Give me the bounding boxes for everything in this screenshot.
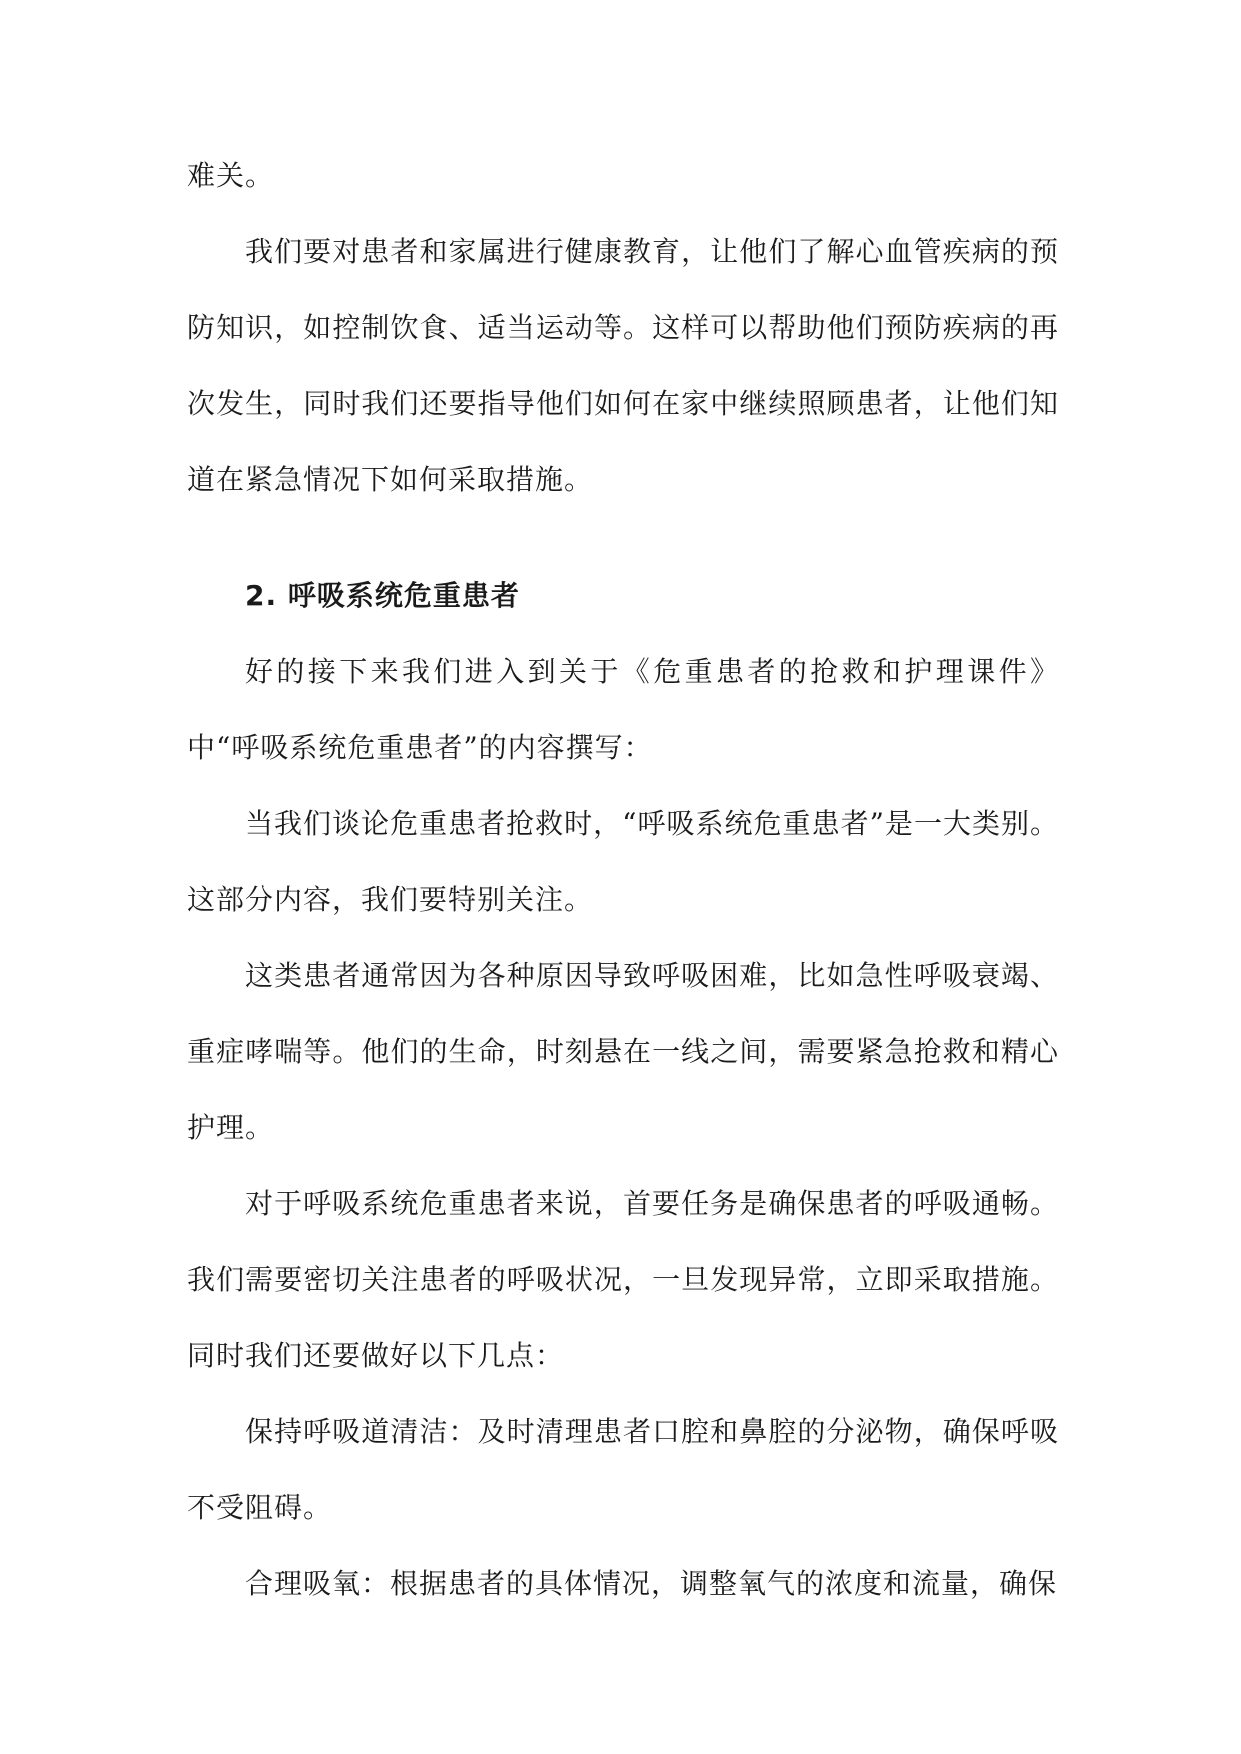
paragraph-airway-clean: 保持呼吸道清洁：及时清理患者口腔和鼻腔的分泌物，确保呼吸不受阻碍。: [187, 1415, 1059, 1524]
paragraph-health-education: 我们要对患者和家属进行健康教育，让他们了解心血管疾病的预防知识，如控制饮食、适当运动等。这样可以帮助他们预防疾病的再次发生，同时我们还要指导他们如何在家中继续照顾患者，让他们知道在紧急情况下如何采取措施。: [187, 235, 1059, 496]
paragraph-oxygen: 合理吸氧：根据患者的具体情况，调整氧气的浓度和流量，确保: [245, 1567, 1058, 1600]
paragraph-category: 当我们谈论危重患者抢救时，“呼吸系统危重患者”是一大类别。这部分内容，我们要特别关注。: [187, 807, 1059, 916]
document-body: [187, 138, 1059, 1622]
paragraph-intro: 好的接下来我们进入到关于《危重患者的抢救和护理课件》中“呼吸系统危重患者”的内容撰写：: [187, 655, 1059, 764]
section-heading: 2. 呼吸系统危重患者: [245, 579, 520, 612]
paragraph-primary-task: 对于呼吸系统危重患者来说，首要任务是确保患者的呼吸通畅。我们需要密切关注患者的呼吸状况，一旦发现异常，立即采取措施。同时我们还要做好以下几点：: [187, 1187, 1059, 1372]
paragraph-causes: 这类患者通常因为各种原因导致呼吸困难，比如急性呼吸衰竭、重症哮喘等。他们的生命，时刻悬在一线之间，需要紧急抢救和精心护理。: [187, 959, 1059, 1144]
continuation-text: 难关。: [187, 159, 275, 192]
